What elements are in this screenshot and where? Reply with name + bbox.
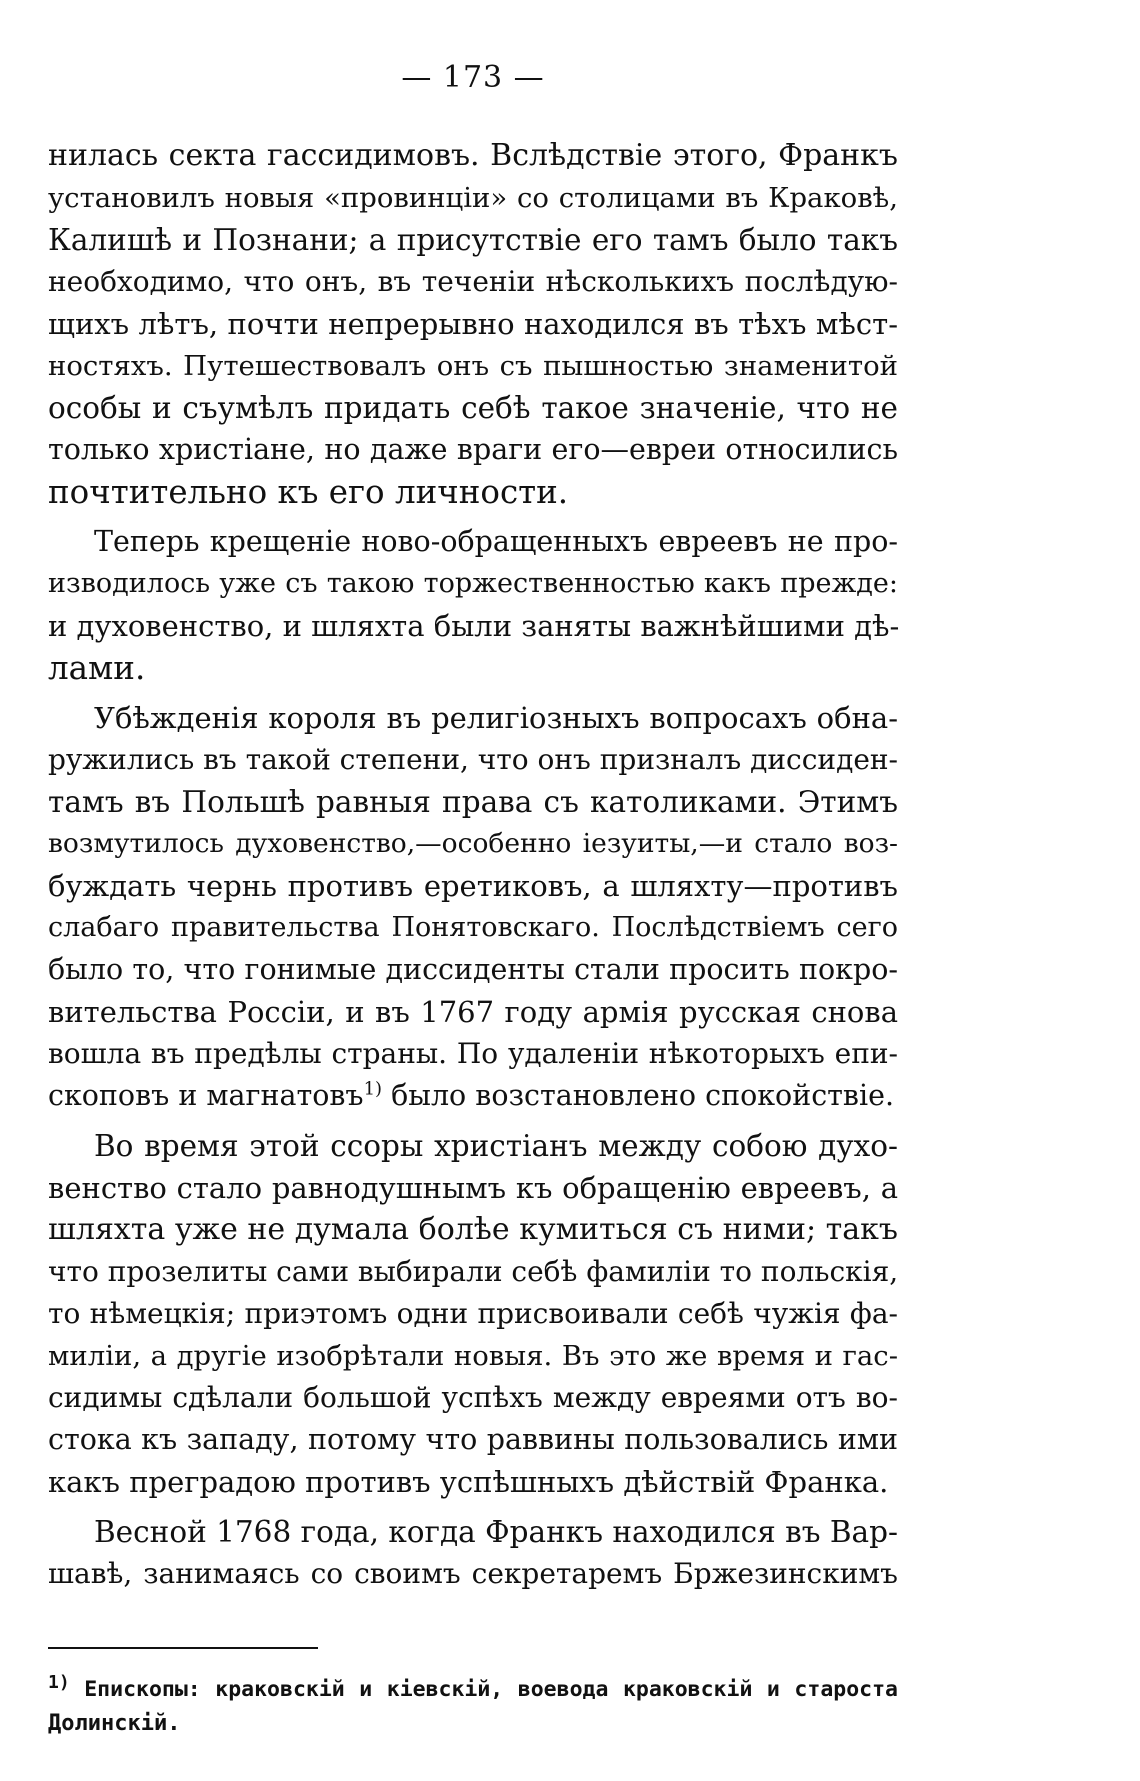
text-line: ностяхъ. Путешествовалъ онъ съ пышностью знаменитой (48, 350, 898, 382)
text-line-with-footnote (48, 1075, 898, 1117)
text-line: слабаго правительства Понятовскаго. Послѣдствіемъ сего (48, 912, 898, 943)
text-line: только христіане, но даже враги его—евреи относились (48, 433, 898, 466)
text-line: установилъ новыя «провинціи» со столицами въ Краковѣ, (48, 182, 898, 214)
text-line: ружились въ такой степени, что онъ призналъ диссиден- (48, 743, 899, 776)
paragraph-2 (48, 521, 898, 689)
footnote-line: Долинскій. (48, 1711, 181, 1736)
book-page (48, 60, 898, 1741)
paragraph-5 (48, 1511, 898, 1595)
text-line: необходимо, что онъ, въ теченіи нѣсколькихъ послѣдую- (48, 265, 898, 298)
footnote (48, 1673, 898, 1741)
text-line: сидимы сдѣлали большой успѣхъ между евреями отъ во- (48, 1381, 898, 1414)
text-segment: скоповъ и магнатовъ (48, 1079, 364, 1112)
text-line: какъ преградою противъ успѣшныхъ дѣйствій Франка. (48, 1465, 889, 1499)
footnote-line (48, 1673, 898, 1707)
footnote-divider (48, 1647, 318, 1649)
text-line: то нѣмецкія; приэтомъ одни присвоивали себѣ чужія фа- (48, 1297, 898, 1330)
text-line: изводилось уже съ такою торжественностью какъ прежде: (48, 568, 898, 599)
text-line: возмутилось духовенство,—особенно іезуиты,—и стало воз- (48, 828, 898, 859)
text-line: Теперь крещеніе ново-обращенныхъ евреевъ не про- (94, 525, 898, 558)
text-line: миліи, а другіе изобрѣтали новыя. Въ это же время и гас- (48, 1340, 898, 1372)
text-line: Убѣжденія короля въ религіозныхъ вопросахъ обна- (94, 701, 898, 735)
text-line: вительства Россіи, и въ 1767 году армія русская снова (48, 995, 898, 1029)
text-line: что прозелиты сами выбирали себѣ фамиліи то польскія, (48, 1255, 899, 1288)
text-line: шавѣ, занимаясь со своимъ секретаремъ Бржезинскимъ (48, 1557, 898, 1590)
paragraph-3 (48, 697, 898, 1117)
text-line: тамъ въ Польшѣ равныя права съ католиками. Этимъ (48, 785, 898, 819)
text-line: шляхта уже не думала болѣе кумиться съ ними; такъ (48, 1212, 898, 1247)
body-text (48, 135, 898, 1595)
text-line: Во время этой ссоры христіанъ между собою духо- (94, 1129, 898, 1163)
footnote-marker: 1) (48, 1671, 70, 1693)
text-line: вошла въ предѣлы страны. По удаленіи нѣкоторыхъ епи- (48, 1037, 898, 1070)
text-segment: было возстановлено спокойствіе. (391, 1079, 895, 1112)
footnote-text: Епископы: краковскій и кіевскій, воевода краковскій и староста (84, 1677, 898, 1702)
text-line: стока къ западу, потому что раввины пользовались ими (48, 1423, 898, 1456)
paragraph-4 (48, 1125, 898, 1503)
text-line: щихъ лѣтъ, почти непрерывно находился въ тѣхъ мѣст- (48, 307, 898, 341)
paragraph-1 (48, 135, 898, 513)
text-line: было то, что гонимые диссиденты стали просить покро- (48, 953, 898, 986)
text-line: буждать чернь противъ еретиковъ, а шляхту—противъ (48, 869, 898, 903)
text-line: нилась секта гассидимовъ. Вслѣдствіе этого, Франкъ (48, 138, 898, 173)
text-line: и духовенство, и шляхта были заняты важнѣйшими дѣ- (48, 609, 900, 643)
text-line: почтительно къ его личности. (48, 473, 569, 511)
text-line: венство стало равнодушнымъ къ обращенію евреевъ, а (48, 1171, 898, 1205)
page-number: — 173 — (401, 60, 545, 95)
text-line: особы и съумѣлъ придать себѣ такое значеніе, что не (48, 391, 898, 425)
text-line: лами. (48, 649, 146, 687)
text-line: Калишѣ и Познани; а присутствіе его тамъ было такъ (48, 223, 898, 257)
text-line: Весной 1768 года, когда Франкъ находился въ Вар- (94, 1515, 898, 1549)
footnote-reference[interactable]: 1) (363, 1078, 383, 1100)
